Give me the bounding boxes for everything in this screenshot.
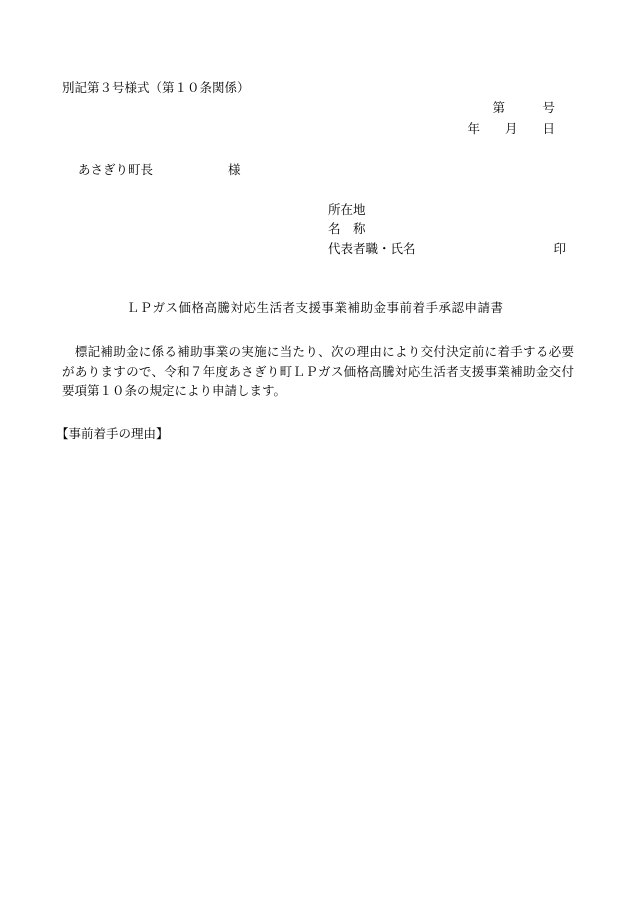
date-line: 年 月 日 xyxy=(467,121,555,136)
reason-heading: 【事前着手の理由】 xyxy=(56,426,169,441)
applicant-name-label: 名 称 xyxy=(328,221,366,236)
body-paragraph xyxy=(62,342,574,401)
document-title: ＬＰガス価格高騰対応生活者支援事業補助金事前着手承認申請書 xyxy=(126,300,504,315)
body-text: 標記補助金に係る補助事業の実施に当たり、次の理由により交付決定前に着手する必要がありますので、令和７年度あさぎり町ＬＰガス価格高騰対応生活者支援事業補助金交付要項第１０条の規定により申請します。 xyxy=(62,344,574,398)
seal-mark: 印 xyxy=(553,241,566,256)
document-number-line: 第 号 xyxy=(492,100,555,115)
addressee: あさぎり町長 様 xyxy=(78,162,241,177)
form-label: 別記第３号様式（第１０条関係） xyxy=(62,80,250,95)
applicant-representative-label: 代表者職・氏名 xyxy=(328,241,416,256)
applicant-address-label: 所在地 xyxy=(328,202,366,217)
